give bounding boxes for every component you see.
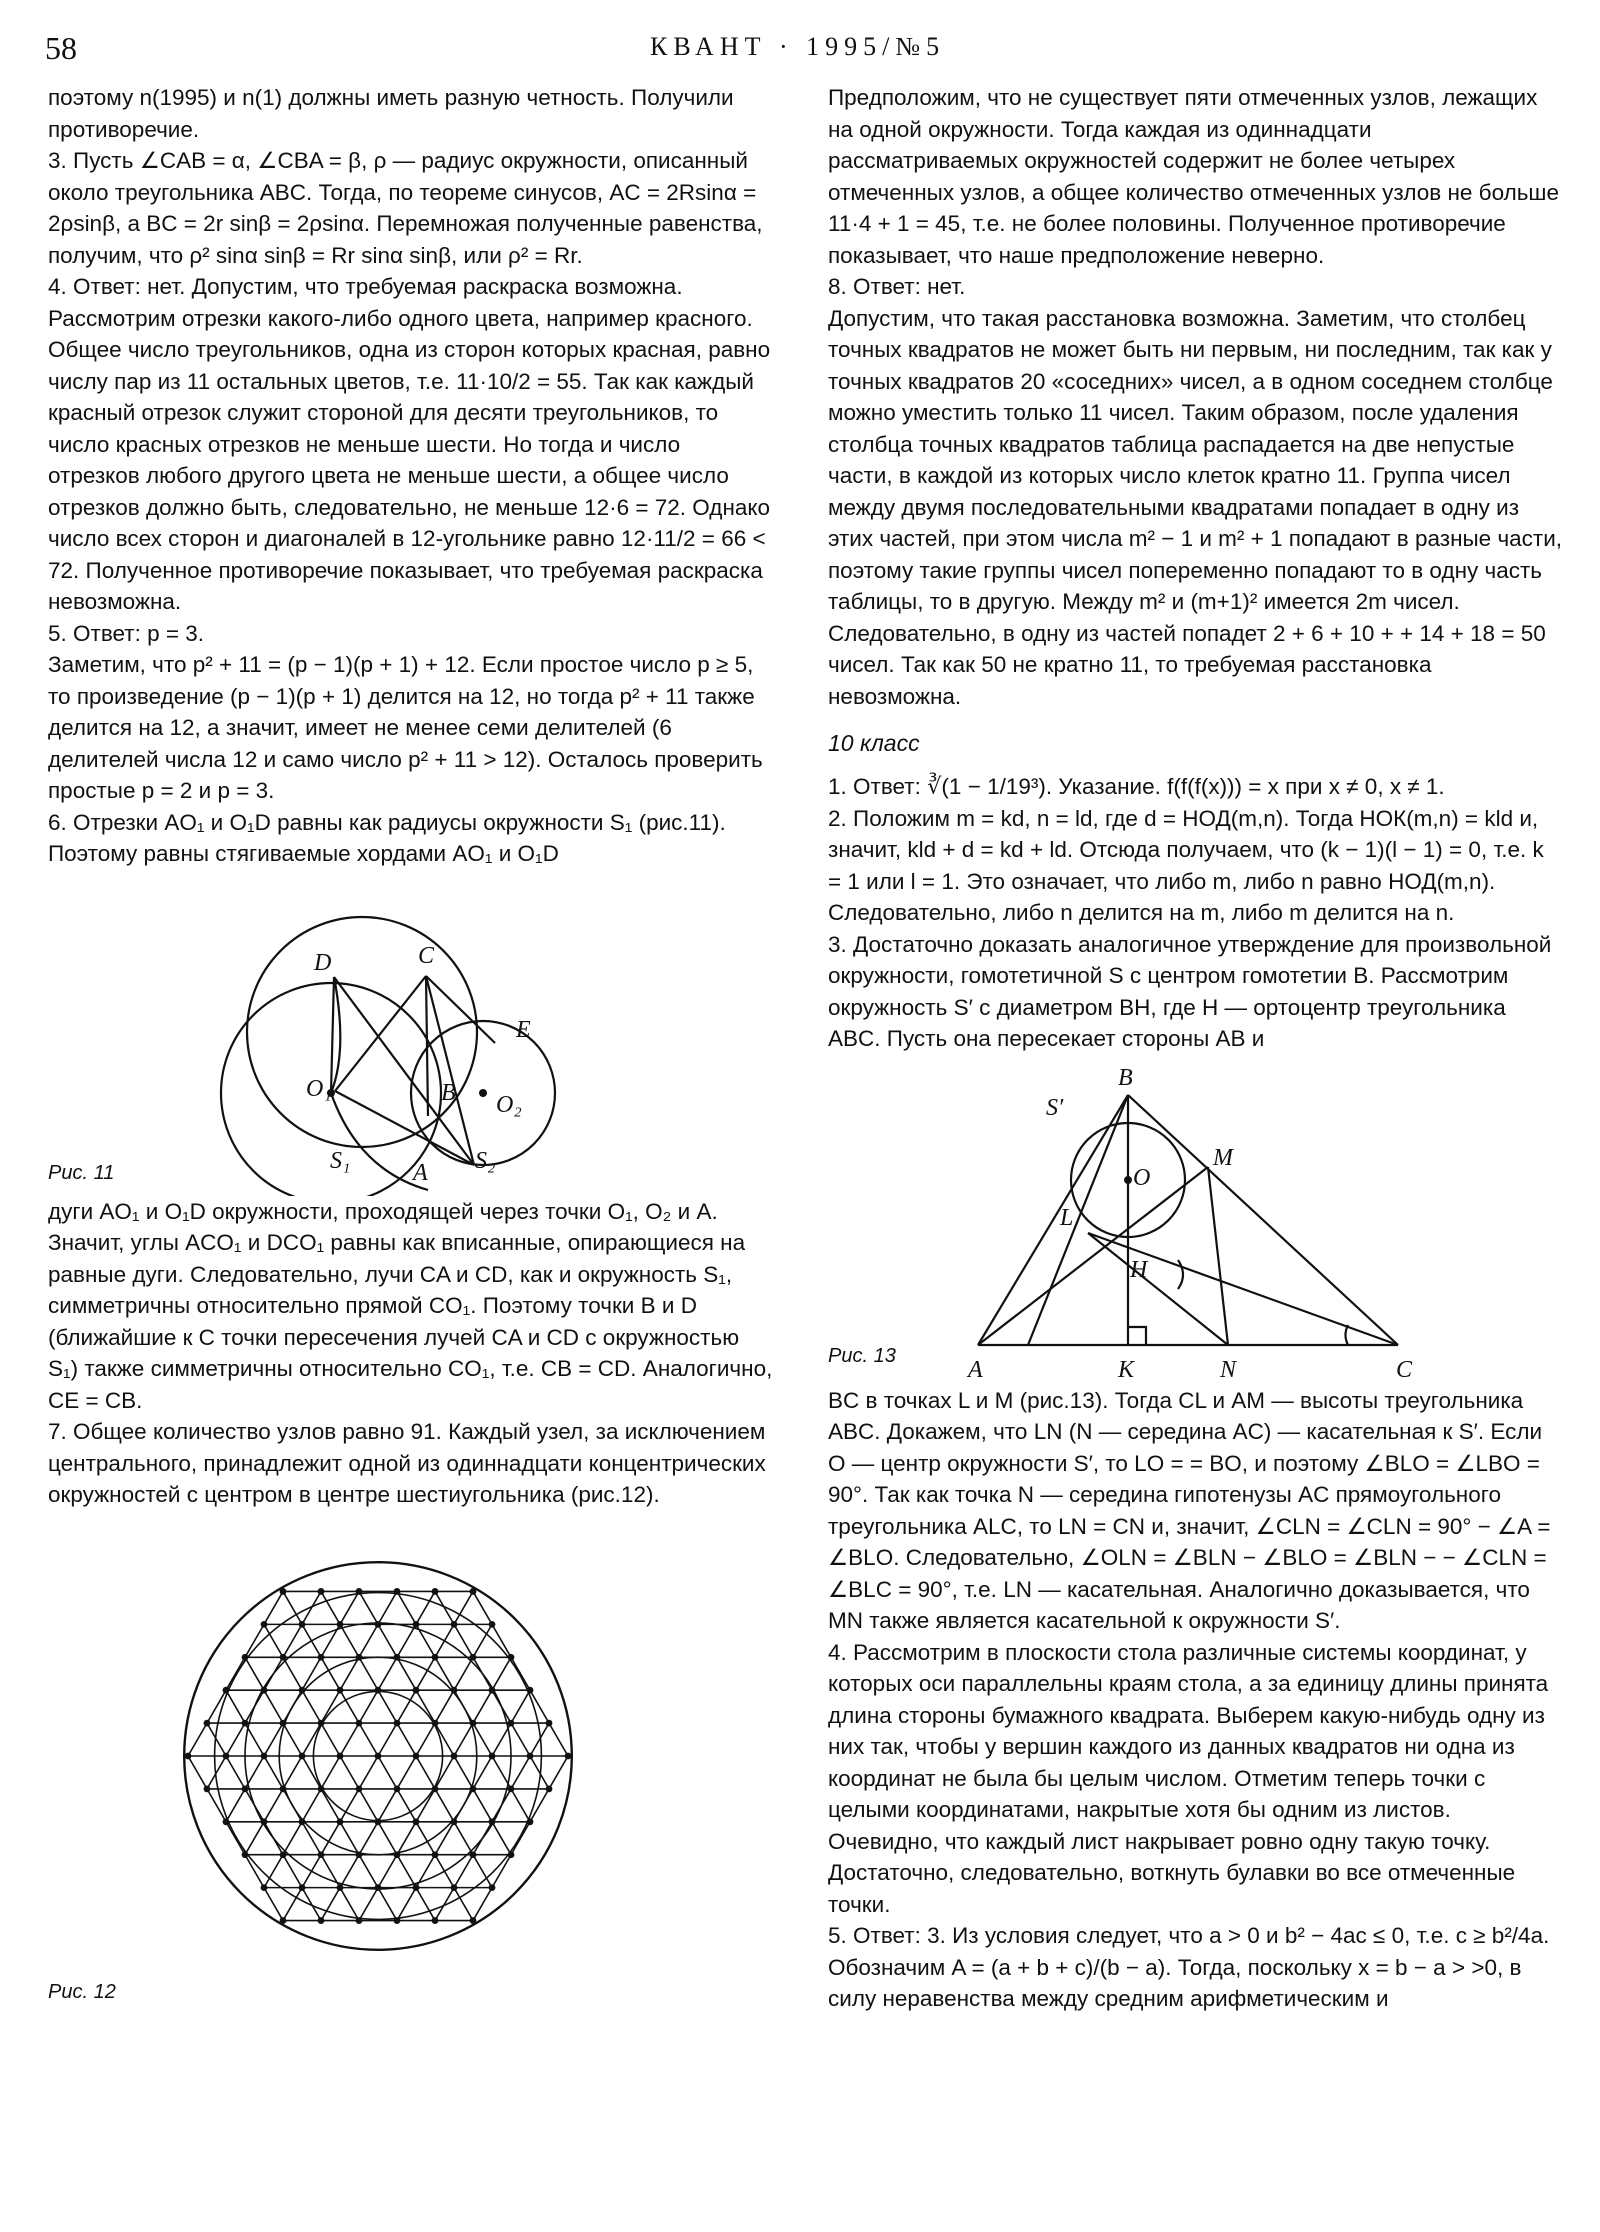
paragraph: 4. Рассмотрим в плоскости стола различные системы координат, у которых оси параллельны краям стола, а за единицу длины принята длина стороны бумажного квадрата. Выберем какую-нибудь одну из них так, чтобы у вершин каждого из данных квадратов ни одна из координат не была бы целым числом. Отметим теперь точки с целыми координатами, накрытые хотя бы одним из листов. Очевидно, что каждый лист накрывает ровно одну такую точку. Достаточно, следовательно, воткнуть булавки во все отмеченные точки. <box>828 1639 1549 1917</box>
label-c: C <box>1396 1356 1413 1383</box>
label-s2: S₂ <box>475 1147 496 1174</box>
lattice-node <box>394 1851 401 1858</box>
lattice-node <box>356 1917 363 1924</box>
lattice-node <box>527 1686 534 1693</box>
label-c: C <box>418 942 435 969</box>
lattice-node <box>451 1620 458 1627</box>
lattice-node <box>242 1719 249 1726</box>
lattice-node <box>356 1719 363 1726</box>
paragraph: поэтому n(1995) и n(1) должны иметь разную четность. Получили противоречие. <box>48 85 734 142</box>
lattice-node <box>470 1851 477 1858</box>
lattice-node <box>375 1620 382 1627</box>
label-h: H <box>1130 1256 1148 1283</box>
lattice-node <box>451 1884 458 1891</box>
lattice-node <box>337 1620 344 1627</box>
lattice-node <box>223 1818 230 1825</box>
lattice-node <box>489 1620 496 1627</box>
paragraph: Предположим, что не существует пяти отмеченных узлов, лежащих на одной окружности. Тогда каждая из одиннадцати рассматриваемых окружностей содержит не более четырех отмеченных узлов, а общее количество отмеченных узлов не больше 11·4 + 1 = 45, т.е. не более половины. Полученное противоречие показывает, что наше предположение неверно. <box>828 85 1559 268</box>
paragraph: 6. Отрезки AO₁ и O₁D равны как радиусы окружности S₁ (рис.11). Поэтому равны стягиваемые хордами AO₁ и O₁D <box>48 809 726 866</box>
figure-13-diagram <box>828 1055 1563 1385</box>
lattice-node <box>470 1653 477 1660</box>
figure-12-caption: Рис. 12 <box>48 1980 116 2003</box>
label-d: D <box>314 949 332 976</box>
lattice-node <box>280 1719 287 1726</box>
lattice-node <box>337 1884 344 1891</box>
lattice-node <box>204 1785 211 1792</box>
figure-12 <box>48 1511 773 2031</box>
lattice-node <box>413 1818 420 1825</box>
lattice-node <box>242 1785 249 1792</box>
lattice-node <box>527 1818 534 1825</box>
label-e: E <box>516 1016 531 1043</box>
figure-11-caption: Рис. 11 <box>48 1161 115 1184</box>
label-s1: S₁ <box>330 1147 351 1174</box>
label-s-prime: S′ <box>1046 1094 1064 1121</box>
lattice-node <box>413 1620 420 1627</box>
lattice-node <box>299 1752 306 1759</box>
lattice-node <box>356 1653 363 1660</box>
lattice-node <box>299 1620 306 1627</box>
lattice-node <box>337 1752 344 1759</box>
lattice-node <box>318 1851 325 1858</box>
lattice-node <box>261 1752 268 1759</box>
lattice-node <box>394 1653 401 1660</box>
lattice-node <box>280 1588 287 1595</box>
paragraph: 5. Ответ: 3. Из условия следует, что a > 0 и b² − 4ac ≤ 0, т.е. c ≥ b²/4a. Обозначим A = (a + b + c)/(b − a). Тогда, поскольку x = b − a > >0, в силу неравенства между средним арифметическим и <box>828 1923 1550 2011</box>
lattice-node <box>432 1851 439 1858</box>
lattice-node <box>470 1917 477 1924</box>
lattice-node <box>432 1588 439 1595</box>
paragraph: 3. Пусть ∠CAB = α, ∠CBA = β, ρ — радиус окружности, описанный около треугольника ABC. Тогда, по теореме синусов, AC = 2Rsinα = 2ρsinβ, а BC = 2r sinβ = 2ρsinα. Перемножая полученные равенства, получим, что ρ² sinα sinβ = Rr sinα sinβ, или ρ² = Rr. <box>48 148 763 268</box>
lattice-node <box>375 1686 382 1693</box>
paragraph: 4. Ответ: нет. Допустим, что требуемая раскраска возможна. Рассмотрим отрезки какого-либо одного цвета, например красного. Общее число треугольников, одна из сторон которых красная, равно числу пар из 11 остальных цветов, т.е. 11·10/2 = 55. Так как каждый красный отрезок служит стороной для десяти треугольников, то число красных отрезков не меньше шести. Но тогда и число отрезков любого другого цвета не меньше шести, а общее число отрезков должно быть, следовательно, не меньше 12·6 = 72. Однако число всех сторон и диагоналей в 12-угольнике равно 12·11/2 = 66 < 72. Полученное противоречие показывает, что требуемая раскраска невозможна. <box>48 274 771 614</box>
lattice-node <box>299 1818 306 1825</box>
figure-12-diagram <box>48 1511 773 2031</box>
lattice-node <box>242 1653 249 1660</box>
lattice-node <box>261 1884 268 1891</box>
figure-11-diagram <box>48 870 773 1196</box>
lattice-node <box>204 1719 211 1726</box>
lattice-node <box>280 1851 287 1858</box>
lattice-node <box>299 1884 306 1891</box>
lattice-node <box>261 1686 268 1693</box>
lattice-node <box>299 1686 306 1693</box>
lattice-node <box>280 1653 287 1660</box>
lattice-node <box>565 1752 572 1759</box>
lattice-node <box>394 1588 401 1595</box>
lattice-node <box>489 1884 496 1891</box>
lattice-node <box>280 1917 287 1924</box>
paragraph: 2. Положим m = kd, n = ld, где d = НОД(m,n). Тогда НОК(m,n) = kld и, значит, kld + d = kd + ld. Отсюда получаем, что (k − 1)(l − 1) = 0, т.е. k = 1 или l = 1. Это означает, что либо m, либо n равно НОД(m,n). Следовательно, либо n делится на m, либо m делится на n. <box>828 805 1544 925</box>
lattice-node <box>375 1818 382 1825</box>
paragraph: 5. Ответ: p = 3. Заметим, что p² + 11 = (p − 1)(p + 1) + 12. Если простое число p ≥ 5, то произведение (p − 1)(p + 1) делится на 12, но тогда p² + 11 также делится на 12, а значит, имеет не менее семи делителей (6 делителей числа 12 и само число p² + 11 > 12). Осталось проверить простые p = 2 и p = 3. <box>48 620 763 803</box>
section-heading: 10 класс <box>828 730 920 756</box>
label-a: A <box>968 1356 983 1383</box>
label-l: L <box>1060 1204 1074 1231</box>
lattice-node <box>508 1719 515 1726</box>
journal-title: КВАНТ · 1995/№5 <box>650 32 946 61</box>
lattice-node <box>356 1851 363 1858</box>
lattice-node <box>489 1818 496 1825</box>
lattice-node <box>413 1752 420 1759</box>
lattice-node <box>375 1884 382 1891</box>
lattice-node <box>261 1818 268 1825</box>
lattice-node <box>470 1588 477 1595</box>
lattice-node <box>451 1818 458 1825</box>
lattice-node <box>394 1785 401 1792</box>
paragraph: дуги AO₁ и O₁D окружности, проходящей через точки O₁, O₂ и A. Значит, углы ACO₁ и DCO₁ равны как вписанные, опирающиеся на равные дуги. Следовательно, лучи CA и CD, как и окружность S₁, симметричны относительно прямой CO₁. Поэтому точки B и D (ближайшие к C точки пересечения лучей CA и CD с окружностью S₁) также симметричны относительно CO₁, т.е. CB = CD. Аналогично, CE = CB. <box>48 1198 773 1413</box>
figure-13-caption: Рис. 13 <box>828 1344 896 1367</box>
lattice-node <box>489 1752 496 1759</box>
paragraph: BC в точках L и M (рис.13). Тогда CL и AM — высоты треугольника ABC. Докажем, что LN (N — середина AC) — касательная к S′. Если O — центр окружности S′, то LO = = BO, и поэтому ∠BLO = ∠LBO = 90°. Так как точка N — середина гипотенузы AC прямоугольного треугольника ALC, то LN = CN и, значит, ∠CLN = ∠CLN = 90° − ∠A = ∠BLO. Следовательно, ∠OLN = ∠BLN − ∠BLO = ∠BLN − − ∠CLN = ∠BLC = 90°, т.е. LN — касательная. Аналогично доказывается, что MN также является касательной к окружности S′. <box>828 1387 1551 1633</box>
paragraph: 7. Общее количество узлов равно 91. Каждый узел, за исключением центрального, принадлежит одной из одиннадцати концентрических окружностей с центром в центре шестиугольника (рис.12). <box>48 1419 766 1507</box>
paragraph: 8. Ответ: нет. Допустим, что такая расстановка возможна. Заметим, что столбец точных квадратов не может быть ни первым, ни последним, так как у точных квадратов 20 «соседних» чисел, а в одном соседнем столбце можно уместить только 11 чисел. Таким образом, после удаления столбца точных квадратов таблица распадается на две непустые части, в каждой из которых число клеток кратно 11. Группа чисел между двумя последовательными квадратами попадает в одну из этих частей, при этом числа m² − 1 и m² + 1 попадают в разные части, поэтому такие группы чисел попеременно попадают то в одну часть таблицы, то в другую. Между m² и (m+1)² имеется 2m чисел. Следовательно, в одну из частей попадет 2 + 6 + 10 + + 14 + 18 = 50 чисел. Так как 50 не кратно 11, то требуемая расстановка невозможна. <box>828 274 1563 709</box>
lattice-node <box>280 1785 287 1792</box>
lattice-node <box>337 1818 344 1825</box>
lattice-node <box>223 1752 230 1759</box>
lattice-node <box>470 1785 477 1792</box>
lattice-node <box>451 1686 458 1693</box>
lattice-node <box>242 1851 249 1858</box>
page-number: 58 <box>45 30 77 66</box>
lattice-node <box>546 1719 553 1726</box>
lattice-node <box>527 1752 534 1759</box>
label-n: N <box>1220 1356 1237 1383</box>
figure-13 <box>828 1055 1563 1385</box>
lattice-node <box>185 1752 192 1759</box>
lattice-node <box>508 1653 515 1660</box>
lattice-node <box>470 1719 477 1726</box>
lattice-node <box>546 1785 553 1792</box>
lattice-node <box>375 1752 382 1759</box>
lattice-node <box>337 1686 344 1693</box>
lattice-node <box>508 1785 515 1792</box>
label-m: M <box>1213 1144 1233 1171</box>
lattice-node <box>356 1785 363 1792</box>
lattice-node <box>432 1653 439 1660</box>
page-header <box>45 30 1560 70</box>
paragraph: 3. Достаточно доказать аналогичное утверждение для произвольной окружности, гомотетичной S с центром гомотетии B. Рассмотрим окружность S′ с диаметром BH, где H — ортоцентр треугольника ABC. Пусть она пересекает стороны AB и <box>828 931 1552 1051</box>
lattice-node <box>508 1851 515 1858</box>
lattice-node <box>432 1785 439 1792</box>
lattice-node <box>432 1719 439 1726</box>
lattice-node <box>394 1917 401 1924</box>
lattice-node <box>432 1917 439 1924</box>
lattice-node <box>318 1719 325 1726</box>
lattice-node <box>451 1752 458 1759</box>
label-o1: O₁ <box>306 1075 332 1102</box>
figure-11 <box>48 870 773 1196</box>
right-column <box>828 82 1563 2015</box>
left-column <box>48 82 773 2031</box>
lattice-node <box>413 1884 420 1891</box>
label-b: B <box>441 1079 456 1106</box>
lattice-node <box>318 1588 325 1595</box>
lattice-node <box>318 1785 325 1792</box>
lattice-node <box>356 1588 363 1595</box>
lattice-node <box>413 1686 420 1693</box>
lattice-node <box>223 1686 230 1693</box>
label-a: A <box>413 1159 428 1186</box>
lattice-node <box>318 1653 325 1660</box>
lattice-node <box>489 1686 496 1693</box>
lattice-node <box>318 1917 325 1924</box>
label-o: O <box>1133 1164 1151 1191</box>
label-k: K <box>1118 1356 1135 1383</box>
lattice-node <box>261 1620 268 1627</box>
label-b: B <box>1118 1064 1133 1091</box>
label-o2: O₂ <box>496 1091 522 1118</box>
lattice-node <box>394 1719 401 1726</box>
paragraph: 1. Ответ: ∛(1 − 1/19³). Указание. f(f(f(x))) = x при x ≠ 0, x ≠ 1. <box>828 774 1445 799</box>
